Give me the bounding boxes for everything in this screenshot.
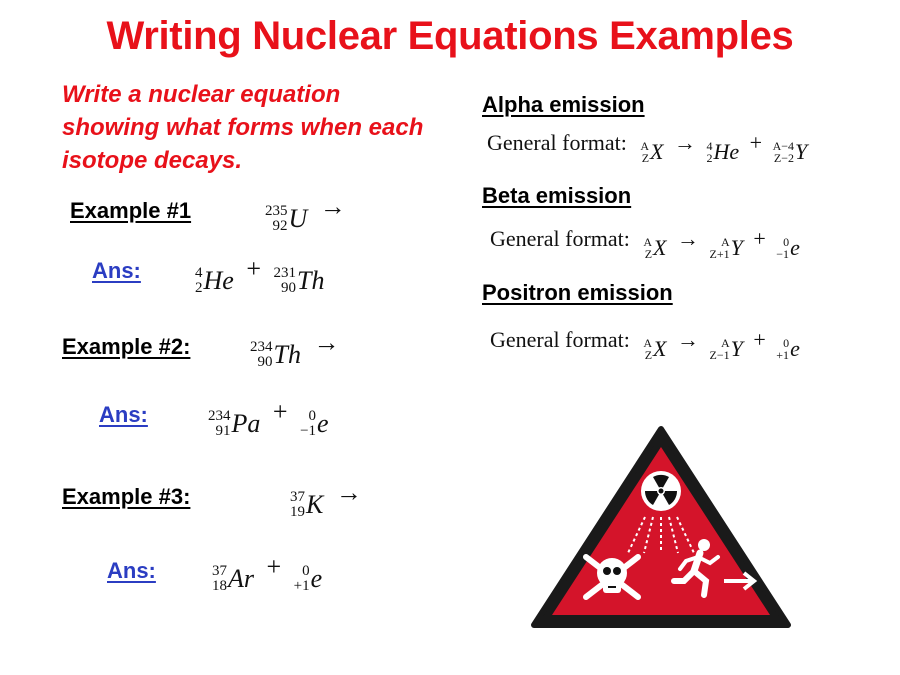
positron-emission-heading: Positron emission [482,280,673,305]
alpha-general-format: General format: A Z X → 4 2 He + A−4 Z−2 Y [487,130,808,165]
example-1-equation [265,192,352,234]
example-1-answer: 4 2 He + 231 90 Th [195,254,325,296]
example-3-ans-link[interactable]: Ans: [107,558,156,583]
page-title: Writing Nuclear Equations Examples [106,14,794,58]
example-3-label: Example #3: [62,484,191,509]
reactant-nuclide: 235 92 U [265,203,308,234]
positron-general-format: General format: A Z X → A Z−1 Y + 0 +1 e [490,327,800,362]
example-2-label: Example #2: [62,334,191,359]
trefoil-icon [641,471,681,511]
example-3-equation: 37 19 K → [290,478,362,520]
arrow-symbol: → [313,328,340,357]
example-3-answer: 37 18 Ar + 0 +1 e [212,552,323,594]
example-2-answer: 234 91 Pa + 0 −1 e [208,397,329,439]
example-1-label: Example #1 [70,198,192,223]
arrow-symbol: → [319,192,346,221]
instruction-text: Write a nuclear equation showing what forms when each isotope decays. [62,81,424,174]
example-2-ans-link[interactable]: Ans: [99,402,148,427]
example-1-ans-link[interactable]: Ans: [92,258,141,283]
example-2-equation: 234 90 Th → [250,328,340,370]
beta-emission-heading: Beta emission [482,183,632,208]
radiation-warning-sign-icon [530,425,792,629]
beta-general-format: General format: A Z X → A Z+1 Y + 0 −1 e [490,226,800,261]
arrow-symbol: → [335,478,362,507]
alpha-emission-heading: Alpha emission [482,92,645,117]
